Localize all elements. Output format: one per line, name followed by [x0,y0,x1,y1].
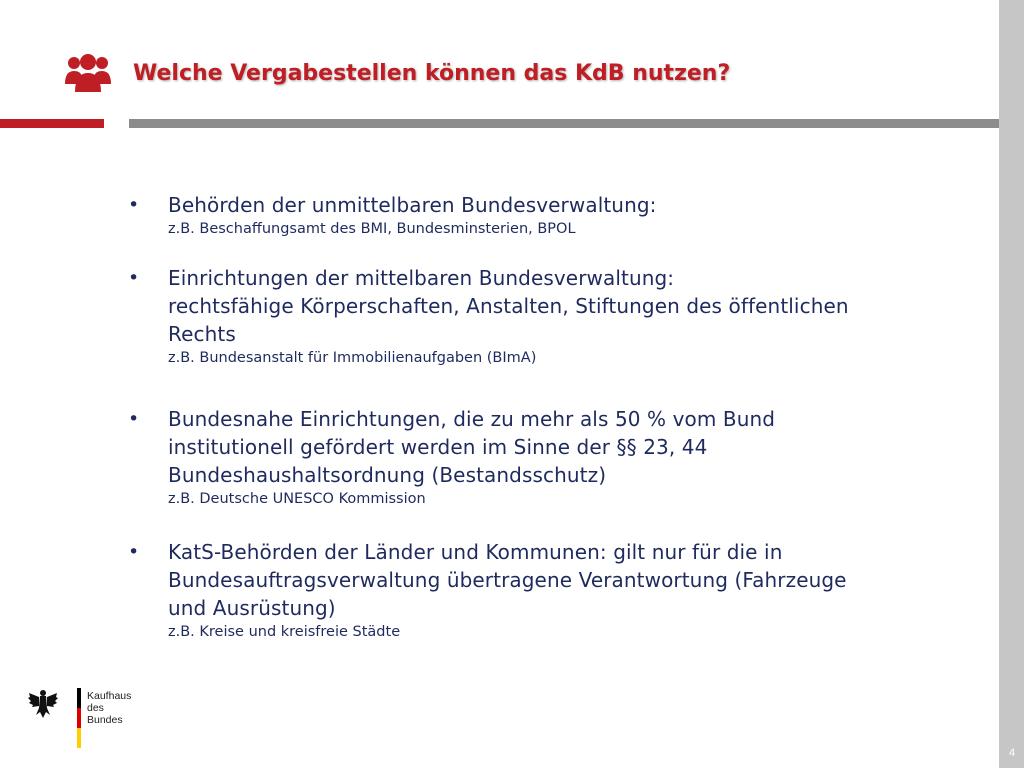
list-item [128,405,968,509]
logo-line-1: Kaufhaus [87,690,132,702]
logo-line-2: des Bundes [87,702,123,726]
item-text: Bundeshaushaltsordnung (Bestandsschutz) [168,463,607,487]
federal-eagle-icon [28,688,58,720]
right-side-strip [999,0,1024,768]
list-item [128,191,968,239]
people-group-icon [64,50,112,94]
item-text: rechtsfähige Körperschaften, Anstalten, Stiftungen des öffentlichen [168,294,849,318]
item-text: Bundesnahe Einrichtungen, die zu mehr als 50 % vom Bund [168,407,776,431]
header-accent-bar [0,119,104,128]
item-text: institutionell gefördert werden im Sinne der §§ 23, 44 [168,435,708,459]
header-divider-bar [129,119,999,128]
item-example: z.B. Beschaffungsamt des BMI, Bundesminsterien, BPOL [168,221,576,237]
item-text: Einrichtungen der mittelbaren Bundesverwaltung: [168,266,675,290]
bullet-icon: • [128,267,140,289]
flag-stripe [77,688,81,748]
page-number: 4 [1008,747,1016,759]
list-item [128,538,968,642]
kaufhaus-des-bundes-logo [22,688,132,750]
item-text: Rechts [168,322,236,346]
logo-text [87,690,132,726]
item-example: z.B. Deutsche UNESCO Kommission [168,491,426,507]
item-text: und Ausrüstung) [168,596,336,620]
item-text: Bundesauftragsverwaltung übertragene Verantwortung (Fahrzeuge [168,568,847,592]
item-text: KatS-Behörden der Länder und Kommunen: gilt nur für die in [168,540,783,564]
bullet-icon: • [128,541,140,563]
bullet-icon: • [128,194,140,216]
list-item [128,264,968,368]
item-example: z.B. Kreise und kreisfreie Städte [168,624,401,640]
page-title: Welche Vergabestellen können das KdB nutzen? [133,61,731,86]
bullet-icon: • [128,408,140,430]
item-example: z.B. Bundesanstalt für Immobilienaufgaben (BImA) [168,350,537,366]
item-text: Behörden der unmittelbaren Bundesverwaltung: [168,193,657,217]
